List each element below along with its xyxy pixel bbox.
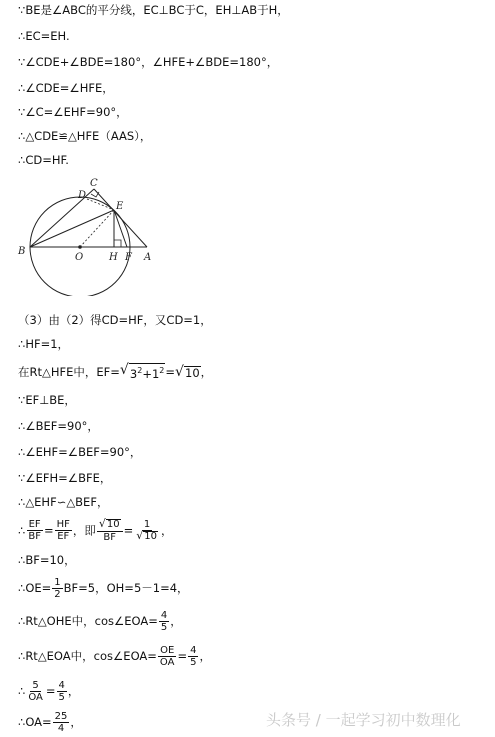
- label-d: D: [78, 190, 87, 201]
- line20-end: ，: [199, 649, 211, 663]
- sqrt-term-3: 3: [129, 367, 138, 381]
- right-angle-h: [114, 240, 121, 247]
- equals-1: =: [43, 523, 54, 538]
- proof-line-6: ∴△CDE≌△HFE（AAS），: [18, 129, 152, 143]
- line-be: [30, 210, 114, 247]
- proof-line-2: ∴EC=EH.: [18, 29, 70, 43]
- line19-end: ，: [170, 614, 182, 628]
- line16-end: ，: [160, 523, 173, 538]
- proof-line-11: ∵EF⊥BE，: [18, 393, 76, 407]
- proof-line-17: ∴BF=10，: [18, 553, 76, 567]
- proof-line-19: [18, 610, 182, 633]
- proof-line-20: [18, 645, 211, 668]
- fraction-sqrt10-bf: √ 10 BF: [97, 519, 123, 543]
- line-de: [87, 199, 114, 210]
- line20-prefix: ∴Rt△EOA中，cos∠EOA=: [18, 649, 157, 663]
- fraction-4-5b: $\frac{4}{5}$: [190, 645, 197, 668]
- fraction-ef-bf: $\frac{EF}{BF}$: [28, 519, 41, 543]
- proof-line-7: ∴CD=HF.: [18, 153, 69, 167]
- line19-prefix: ∴Rt△OHE中，cos∠EOA=: [18, 614, 158, 628]
- proof-line-3: ∵∠CDE+∠BDE=180°，∠HFE+∠BDE=180°，: [18, 55, 279, 69]
- line16-middle: ，即: [72, 523, 96, 538]
- label-f: F: [125, 252, 132, 263]
- proof-line-21: [18, 680, 79, 703]
- line10-end: ，: [200, 365, 213, 379]
- line-oe: [80, 210, 114, 247]
- point-o: [78, 245, 82, 249]
- label-e: E: [116, 201, 124, 212]
- line16-prefix: ∴: [18, 523, 26, 538]
- line18-rest: BF=5，OH=5－1=4，: [63, 581, 189, 595]
- geometry-figure: [14, 176, 160, 296]
- proof-line-12: ∴∠BEF=90°，: [18, 419, 99, 433]
- fraction-4-5: $\frac{4}{5}$: [160, 610, 168, 633]
- line22-prefix: ∴OA=: [18, 715, 52, 729]
- equals-2: =: [123, 523, 134, 538]
- circle-diagram: [14, 176, 160, 296]
- proof-line-8: （3）由（2）得CD=HF，又CD=1，: [18, 313, 212, 327]
- fraction-1-2: $\frac{1}{2}$: [54, 577, 61, 600]
- line10-prefix: 在Rt△HFE中，EF=: [18, 365, 120, 379]
- fraction-5-oa: $\frac{5}{OA}$: [28, 680, 43, 703]
- fraction-4-5c: $\frac{4}{5}$: [58, 680, 65, 703]
- line22-end: ，: [70, 715, 82, 729]
- line21-end: ，: [67, 684, 80, 698]
- sqrt-expression: √ $3^2+1^2$: [119, 362, 165, 381]
- label-a: A: [144, 252, 152, 263]
- fraction-hf-ef: $\frac{HF}{EF}$: [56, 519, 70, 543]
- line-ca: [94, 189, 147, 247]
- label-o: O: [75, 252, 84, 263]
- label-h: H: [109, 252, 118, 263]
- equals-4: =: [45, 684, 56, 698]
- sqrt-term-plus-1: +1: [142, 367, 160, 381]
- proof-line-18: [18, 577, 189, 600]
- line21-prefix: ∴: [18, 684, 26, 698]
- proof-line-16: [18, 519, 172, 543]
- label-c: C: [90, 178, 98, 189]
- proof-line-14: ∵∠EFH=∠BFE，: [18, 471, 112, 485]
- proof-line-22: [18, 711, 82, 734]
- exponent-2b: 2: [159, 366, 165, 375]
- proof-line-1: ∵BE是∠ABC的平分线，EC⊥BC于C，EH⊥AB于H，: [18, 3, 289, 17]
- equals-3: =: [177, 649, 188, 663]
- label-b: B: [18, 246, 26, 257]
- line-ef: [114, 210, 127, 247]
- sqrt-10: √ 10: [175, 363, 200, 380]
- fraction-25-4: $\frac{25}{4}$: [54, 711, 68, 734]
- watermark-text: 头条号 / 一起学习初中数理化: [266, 711, 461, 729]
- line18-prefix: ∴OE=: [18, 581, 52, 595]
- exponent-2a: 2: [137, 366, 143, 375]
- proof-line-4: ∴∠CDE=∠HFE，: [18, 81, 114, 95]
- proof-line-10: [18, 363, 212, 382]
- proof-line-15: ∴△EHF∽△BEF，: [18, 495, 109, 509]
- proof-line-13: ∴∠EHF=∠BEF=90°，: [18, 445, 142, 459]
- equals-sign: =: [165, 365, 175, 379]
- proof-line-9: ∴HF=1，: [18, 337, 70, 351]
- fraction-oe-oa: $\frac{OE}{OA}$: [159, 645, 175, 668]
- proof-line-5: ∵∠C=∠EHF=90°，: [18, 105, 128, 119]
- fraction-1-sqrt10: 1 √ 10: [136, 519, 157, 542]
